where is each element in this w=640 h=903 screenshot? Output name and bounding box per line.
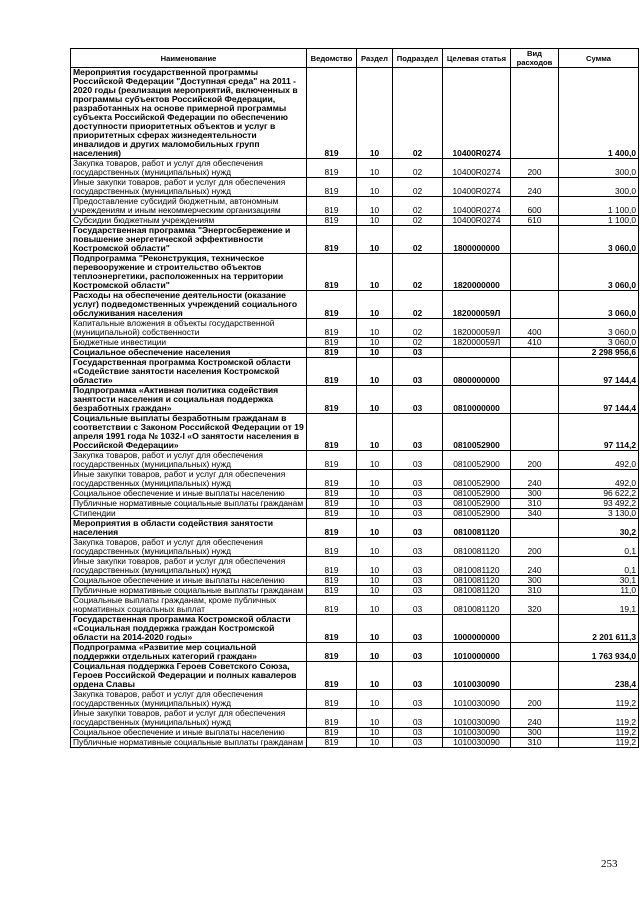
row-target-article: 10400R0274 [443,216,511,226]
row-vedomstvo: 819 [307,576,357,586]
row-name: Стипендии [71,509,307,519]
row-sum: 238,4 [559,662,639,690]
table-row [71,509,639,519]
row-name: Мероприятия государственной программы Российской Федерации "Доступная среда" на 2011 - 2020 годы (реализация мероприятий, включенных в программы субъектов Российской Федерации, разработанных на основе примерной программы субъекта Российской Федерации по обеспечению доступности приоритетных объектов и услуг в приоритетных сферах жизнедеятельности инвалидов и других маломобильных групп населения) [71,68,307,159]
row-sum: 119,2 [559,690,639,709]
row-podrazdel: 03 [393,690,443,709]
header-vedomstvo: Ведомство [307,49,357,68]
header-name: Наименование [71,49,307,68]
row-sum: 3 060,0 [559,291,639,319]
row-sum: 93 492,2 [559,499,639,509]
table-row [71,519,639,538]
row-target-article: 1820000000 [443,254,511,291]
row-sum: 492,0 [559,451,639,470]
row-podrazdel: 03 [393,509,443,519]
row-podrazdel: 02 [393,159,443,178]
row-expense-type [511,643,559,662]
row-expense-type: 340 [511,509,559,519]
row-target-article: 0810000000 [443,386,511,414]
row-expense-type [511,615,559,643]
row-target-article: 10400R0274 [443,68,511,159]
row-name: Социальное обеспечение и иные выплаты населению [71,728,307,738]
row-name: Подпрограмма «Активная политика содействия занятости населения и социальная поддержка безработных граждан» [71,386,307,414]
table-row [71,226,639,254]
row-razdel: 10 [357,178,393,197]
row-target-article: 10400R0274 [443,197,511,216]
table-row [71,348,639,358]
row-podrazdel: 03 [393,499,443,509]
row-name: Государственная программа "Энергосбережение и повышение энергетической эффективности Костромской области" [71,226,307,254]
table-row [71,358,639,386]
row-razdel: 10 [357,197,393,216]
row-razdel: 10 [357,538,393,557]
row-expense-type [511,68,559,159]
row-razdel: 10 [357,216,393,226]
row-razdel: 10 [357,451,393,470]
row-razdel: 10 [357,159,393,178]
row-name: Иные закупки товаров, работ и услуг для обеспечения государственных (муниципальных) нужд [71,470,307,489]
table-row [71,319,639,338]
budget-table-container [70,48,638,748]
row-razdel: 10 [357,470,393,489]
row-sum: 3 060,0 [559,254,639,291]
row-expense-type: 240 [511,557,559,576]
row-sum: 2 201 611,3 [559,615,639,643]
row-podrazdel: 03 [393,538,443,557]
row-name: Закупка товаров, работ и услуг для обеспечения государственных (муниципальных) нужд [71,159,307,178]
row-expense-type: 240 [511,709,559,728]
row-vedomstvo: 819 [307,615,357,643]
row-podrazdel: 02 [393,254,443,291]
table-row [71,254,639,291]
row-vedomstvo: 819 [307,358,357,386]
row-sum: 300,0 [559,178,639,197]
row-sum: 96 622,2 [559,489,639,499]
row-expense-type: 200 [511,690,559,709]
row-podrazdel: 03 [393,386,443,414]
table-row [71,451,639,470]
table-row [71,538,639,557]
row-target-article: 10400R0274 [443,178,511,197]
header-razdel: Раздел [357,49,393,68]
row-razdel: 10 [357,489,393,499]
row-podrazdel: 02 [393,291,443,319]
row-vedomstvo: 819 [307,489,357,499]
row-expense-type: 310 [511,586,559,596]
row-vedomstvo: 819 [307,254,357,291]
row-name: Социальные выплаты гражданам, кроме публичных нормативных социальных выплат [71,596,307,615]
row-expense-type [511,226,559,254]
table-body [71,68,639,748]
row-name: Закупка товаров, работ и услуг для обеспечения государственных (муниципальных) нужд [71,538,307,557]
row-podrazdel: 03 [393,643,443,662]
row-expense-type: 300 [511,728,559,738]
header-expense-type: Вид расходов [511,49,559,68]
row-razdel: 10 [357,509,393,519]
row-podrazdel: 03 [393,738,443,748]
row-vedomstvo: 819 [307,738,357,748]
table-row [71,291,639,319]
row-target-article: 1010030090 [443,728,511,738]
table-row [71,489,639,499]
row-target-article: 1000000000 [443,615,511,643]
row-vedomstvo: 819 [307,291,357,319]
row-sum: 97 144,4 [559,358,639,386]
table-row [71,662,639,690]
row-name: Бюджетные инвестиции [71,338,307,348]
table-row [71,68,639,159]
row-name: Предоставление субсидий бюджетным, автономным учреждениям и иным некоммерческим организациям [71,197,307,216]
table-row [71,216,639,226]
table-row [71,499,639,509]
row-name: Социальная поддержка Героев Советского Союза, Героев Российской Федерации и полных кавалеров ордена Славы [71,662,307,690]
row-target-article: 0810052900 [443,489,511,499]
row-name: Социальное обеспечение и иные выплаты населению [71,576,307,586]
budget-table [70,48,639,748]
row-target-article: 1010030090 [443,662,511,690]
row-razdel: 10 [357,499,393,509]
table-row [71,414,639,451]
row-expense-type: 610 [511,216,559,226]
row-sum: 1 400,0 [559,68,639,159]
table-row [71,386,639,414]
header-target-article: Целевая статья [443,49,511,68]
row-vedomstvo: 819 [307,159,357,178]
row-sum: 1 763 934,0 [559,643,639,662]
row-podrazdel: 03 [393,557,443,576]
row-razdel: 10 [357,738,393,748]
table-row [71,738,639,748]
row-sum: 3 060,0 [559,226,639,254]
row-sum: 3 060,0 [559,338,639,348]
table-row [71,159,639,178]
row-razdel: 10 [357,291,393,319]
row-target-article: 1010000000 [443,643,511,662]
row-podrazdel: 03 [393,596,443,615]
row-vedomstvo: 819 [307,386,357,414]
row-vedomstvo: 819 [307,690,357,709]
row-target-article: 0810052900 [443,451,511,470]
row-podrazdel: 02 [393,226,443,254]
row-expense-type [511,358,559,386]
row-razdel: 10 [357,358,393,386]
row-target-article: 182000059Л [443,291,511,319]
table-row [71,709,639,728]
row-expense-type: 200 [511,451,559,470]
row-name: Расходы на обеспечение деятельности (оказание услуг) подведомственных учреждений социального обслуживания населения [71,291,307,319]
row-name: Субсидии бюджетным учреждениям [71,216,307,226]
row-target-article: 0810081120 [443,557,511,576]
row-name: Закупка товаров, работ и услуг для обеспечения государственных (муниципальных) нужд [71,451,307,470]
row-sum: 97 144,4 [559,386,639,414]
row-target-article: 1800000000 [443,226,511,254]
row-vedomstvo: 819 [307,499,357,509]
row-expense-type [511,291,559,319]
row-target-article: 1010030090 [443,690,511,709]
row-podrazdel: 03 [393,358,443,386]
row-razdel: 10 [357,519,393,538]
row-name: Закупка товаров, работ и услуг для обеспечения государственных (муниципальных) нужд [71,690,307,709]
row-sum: 97 114,2 [559,414,639,451]
row-podrazdel: 03 [393,709,443,728]
table-row [71,576,639,586]
row-podrazdel: 02 [393,68,443,159]
row-expense-type: 200 [511,159,559,178]
row-sum: 30,1 [559,576,639,586]
row-podrazdel: 02 [393,338,443,348]
row-vedomstvo: 819 [307,586,357,596]
row-podrazdel: 02 [393,216,443,226]
row-sum: 0,1 [559,557,639,576]
row-podrazdel: 02 [393,178,443,197]
row-name: Капитальные вложения в объекты государственной (муниципальной) собственности [71,319,307,338]
table-row [71,197,639,216]
row-target-article: 0810052900 [443,470,511,489]
row-sum: 119,2 [559,709,639,728]
row-razdel: 10 [357,226,393,254]
row-name: Подпрограмма «Развитие мер социальной поддержки отдельных категорий граждан» [71,643,307,662]
row-target-article: 0810081120 [443,538,511,557]
row-vedomstvo: 819 [307,338,357,348]
row-vedomstvo: 819 [307,216,357,226]
row-name: Социальное обеспечение населения [71,348,307,358]
row-sum: 492,0 [559,470,639,489]
row-podrazdel: 03 [393,519,443,538]
row-target-article: 10400R0274 [443,159,511,178]
row-podrazdel: 03 [393,662,443,690]
table-header-row [71,49,639,68]
row-vedomstvo: 819 [307,319,357,338]
header-sum: Сумма [559,49,639,68]
row-expense-type: 200 [511,538,559,557]
row-name: Публичные нормативные социальные выплаты гражданам [71,738,307,748]
row-podrazdel: 03 [393,470,443,489]
row-name: Государственная программа Костромской области «Социальная поддержка граждан Костромской области на 2014-2020 годы» [71,615,307,643]
row-name: Социальные выплаты безработным гражданам в соответствии с Законом Российской Федерации от 19 апреля 1991 года № 1032-I «О занятости населения в Российской Федерации» [71,414,307,451]
row-expense-type: 320 [511,596,559,615]
row-name: Подпрограмма "Реконструкция, техническое перевооружение и строительство объектов теплоэнергетики, расположенных на территории Костромской области" [71,254,307,291]
table-row [71,643,639,662]
header-podrazdel: Подраздел [393,49,443,68]
row-vedomstvo: 819 [307,643,357,662]
row-target-article: 1010030090 [443,738,511,748]
row-razdel: 10 [357,643,393,662]
row-vedomstvo: 819 [307,178,357,197]
row-vedomstvo: 819 [307,519,357,538]
row-sum: 11,0 [559,586,639,596]
row-target-article: 0810052900 [443,509,511,519]
row-expense-type: 240 [511,470,559,489]
row-target-article: 0810081120 [443,586,511,596]
row-sum: 300,0 [559,159,639,178]
table-row [71,557,639,576]
row-expense-type [511,519,559,538]
row-vedomstvo: 819 [307,557,357,576]
row-expense-type: 310 [511,499,559,509]
row-sum: 19,1 [559,596,639,615]
row-vedomstvo: 819 [307,538,357,557]
row-razdel: 10 [357,414,393,451]
row-target-article: 0810081120 [443,519,511,538]
row-razdel: 10 [357,662,393,690]
table-row [71,470,639,489]
row-target-article: 182000059Л [443,319,511,338]
table-row [71,338,639,348]
row-razdel: 10 [357,596,393,615]
row-vedomstvo: 819 [307,596,357,615]
page-number: 253 [601,858,618,870]
row-sum: 0,1 [559,538,639,557]
row-expense-type [511,254,559,291]
row-sum: 30,2 [559,519,639,538]
table-row [71,615,639,643]
row-expense-type: 600 [511,197,559,216]
table-row [71,690,639,709]
row-razdel: 10 [357,348,393,358]
row-podrazdel: 03 [393,576,443,586]
row-target-article: 1010030090 [443,709,511,728]
row-vedomstvo: 819 [307,226,357,254]
row-sum: 1 100,0 [559,197,639,216]
row-expense-type [511,414,559,451]
row-sum: 3 130,0 [559,509,639,519]
row-name: Мероприятия в области содействия занятости населения [71,519,307,538]
row-razdel: 10 [357,576,393,586]
row-name: Публичные нормативные социальные выплаты гражданам [71,499,307,509]
row-razdel: 10 [357,690,393,709]
row-vedomstvo: 819 [307,728,357,738]
row-sum: 1 100,0 [559,216,639,226]
row-sum: 2 298 956,6 [559,348,639,358]
table-row [71,596,639,615]
row-vedomstvo: 819 [307,709,357,728]
row-name: Иные закупки товаров, работ и услуг для обеспечения государственных (муниципальных) нужд [71,557,307,576]
table-row [71,586,639,596]
row-podrazdel: 03 [393,586,443,596]
row-expense-type: 310 [511,738,559,748]
row-razdel: 10 [357,728,393,738]
row-vedomstvo: 819 [307,414,357,451]
row-vedomstvo: 819 [307,509,357,519]
row-vedomstvo: 819 [307,348,357,358]
row-expense-type [511,348,559,358]
row-vedomstvo: 819 [307,451,357,470]
row-razdel: 10 [357,386,393,414]
row-razdel: 10 [357,254,393,291]
row-podrazdel: 03 [393,348,443,358]
row-sum: 119,2 [559,728,639,738]
row-expense-type: 400 [511,319,559,338]
row-name: Иные закупки товаров, работ и услуг для обеспечения государственных (муниципальных) нужд [71,178,307,197]
row-razdel: 10 [357,615,393,643]
row-razdel: 10 [357,319,393,338]
row-name: Публичные нормативные социальные выплаты гражданам [71,586,307,596]
row-razdel: 10 [357,709,393,728]
row-expense-type [511,662,559,690]
row-vedomstvo: 819 [307,68,357,159]
row-razdel: 10 [357,586,393,596]
row-vedomstvo: 819 [307,662,357,690]
row-podrazdel: 03 [393,451,443,470]
row-target-article: 0810081120 [443,596,511,615]
row-target-article: 0810052900 [443,414,511,451]
row-expense-type: 410 [511,338,559,348]
row-target-article: 0810081120 [443,576,511,586]
row-target-article [443,348,511,358]
row-podrazdel: 03 [393,728,443,738]
row-podrazdel: 03 [393,414,443,451]
row-name: Социальное обеспечение и иные выплаты населению [71,489,307,499]
row-expense-type: 300 [511,576,559,586]
row-expense-type: 300 [511,489,559,499]
row-target-article: 0810052900 [443,499,511,509]
row-sum: 3 060,0 [559,319,639,338]
row-razdel: 10 [357,68,393,159]
row-name: Иные закупки товаров, работ и услуг для обеспечения государственных (муниципальных) нужд [71,709,307,728]
table-row [71,728,639,738]
row-vedomstvo: 819 [307,470,357,489]
row-target-article: 0800000000 [443,358,511,386]
table-row [71,178,639,197]
row-target-article: 182000059Л [443,338,511,348]
row-podrazdel: 03 [393,615,443,643]
row-razdel: 10 [357,557,393,576]
row-expense-type: 240 [511,178,559,197]
row-sum: 119,2 [559,738,639,748]
row-expense-type [511,386,559,414]
row-razdel: 10 [357,338,393,348]
row-podrazdel: 02 [393,197,443,216]
row-vedomstvo: 819 [307,197,357,216]
row-podrazdel: 03 [393,489,443,499]
row-podrazdel: 02 [393,319,443,338]
row-name: Государственная программа Костромской области «Содействие занятости населения Костромской области» [71,358,307,386]
